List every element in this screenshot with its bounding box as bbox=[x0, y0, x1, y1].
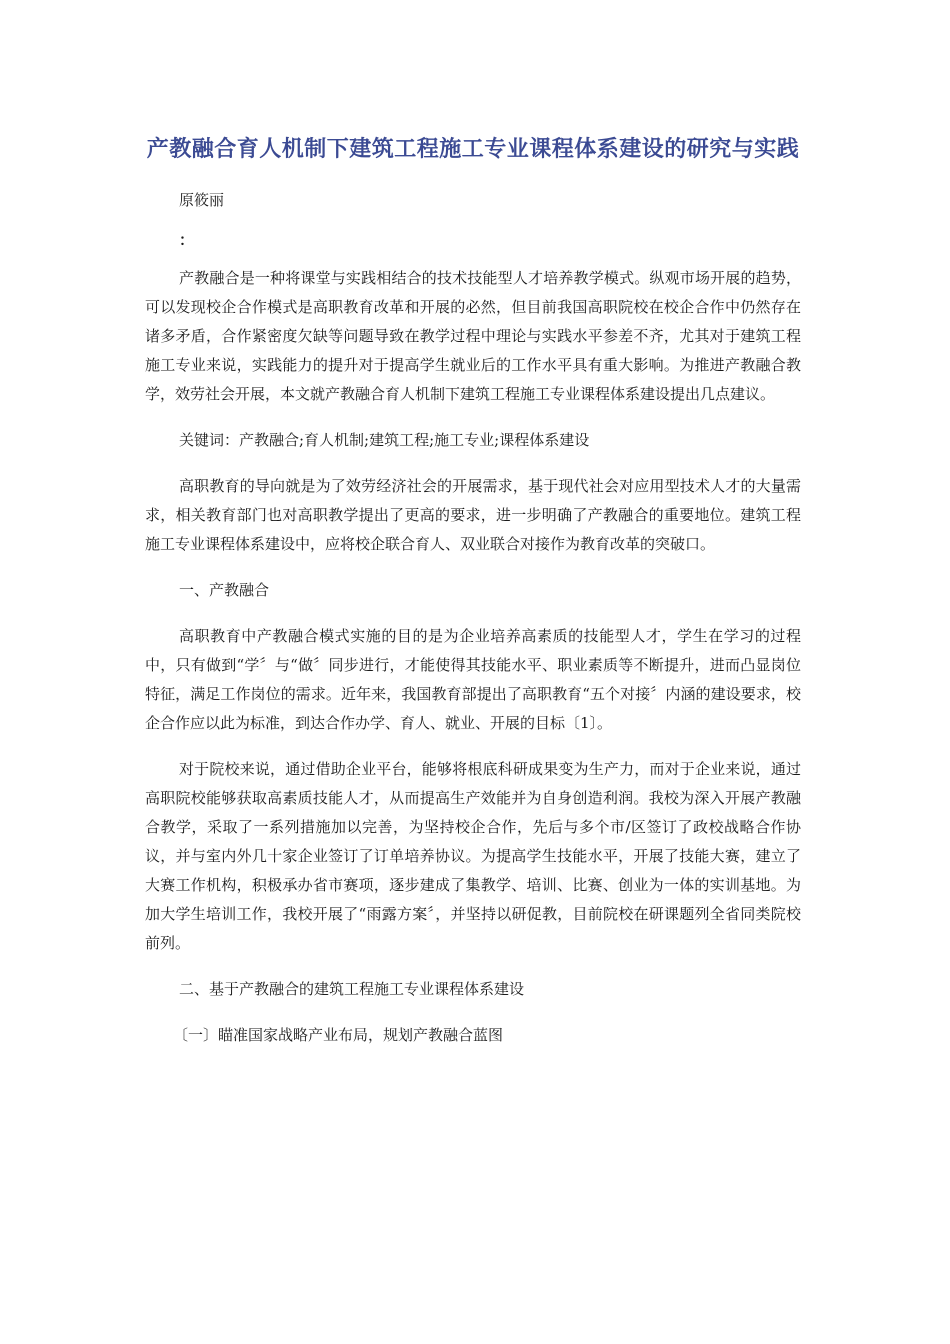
section-1-heading: 一、产教融合 bbox=[179, 581, 270, 599]
intro-paragraph: 高职教育的导向就是为了效劳经济社会的开展需求，基于现代社会对应用型技术人才的大量需求，相关教育部门也对高职教学提出了更高的要求，进一步明确了产教融合的重要地位。建筑工程施工专业课程体系建设中，应将校企联合育人、双业联合对接作为教育改革的突破口。 bbox=[145, 477, 801, 553]
section-2-heading: 二、基于产教融合的建筑工程施工专业课程体系建设 bbox=[179, 980, 525, 998]
section-2-subheading-1: 〔一〕瞄准国家战略产业布局，规划产教融合蓝图 bbox=[173, 1026, 504, 1044]
author-name: 原筱丽 bbox=[179, 191, 225, 209]
document-title: 产教融合育人机制下建筑工程施工专业课程体系建设的研究与实践 bbox=[146, 137, 800, 162]
document-page bbox=[145, 128, 801, 1067]
keywords-line: 关键词：产教融合;育人机制;建筑工程;施工专业;课程体系建设 bbox=[179, 431, 590, 449]
abstract-paragraph: 产教融合是一种将课堂与实践相结合的技术技能型人才培养教学模式。纵观市场开展的趋势，可以发现校企合作模式是高职教育改革和开展的必然，但目前我国高职院校在校企合作中仍然存在诸多矛盾，合作紧密度欠缺等问题导致在教学过程中理论与实践水平参差不齐，尤其对于建筑工程施工专业来说，实践能力的提升对于提高学生就业后的工作水平具有重大影响。为推进产教融合教学，效劳社会开展，本文就产教融合育人机制下建筑工程施工专业课程体系建设提出几点建议。 bbox=[145, 269, 801, 403]
section-1-paragraph-1: 高职教育中产教融合模式实施的目的是为企业培养高素质的技能型人才，学生在学习的过程中，只有做到“学〞与“做〞同步进行，才能使得其技能水平、职业素质等不断提升，进而凸显岗位特征，满足工作岗位的需求。近年来，我国教育部提出了高职教育“五个对接〞内涵的建设要求，校企合作应以此为标准，到达合作办学、育人、就业、开展的目标〔1〕。 bbox=[145, 627, 801, 732]
section-1-paragraph-2: 对于院校来说，通过借助企业平台，能够将根底科研成果变为生产力，而对于企业来说，通过高职院校能够获取高素质技能人才，从而提高生产效能并为自身创造利润。我校为深入开展产教融合教学，采取了一系列措施加以完善，为坚持校企合作，先后与多个市/区签订了政校战略合作协议，并与室内外几十家企业签订了订单培养协议。为提高学生技能水平，开展了技能大赛，建立了大赛工作机构，积极承办省市赛项，逐步建成了集教学、培训、比赛、创业为一体的实训基地。为加大学生培训工作，我校开展了“雨露方案〞，并坚持以研促教，目前院校在研课题列全省同类院校前列。 bbox=[145, 760, 801, 952]
abstract-label: ： bbox=[179, 231, 195, 249]
